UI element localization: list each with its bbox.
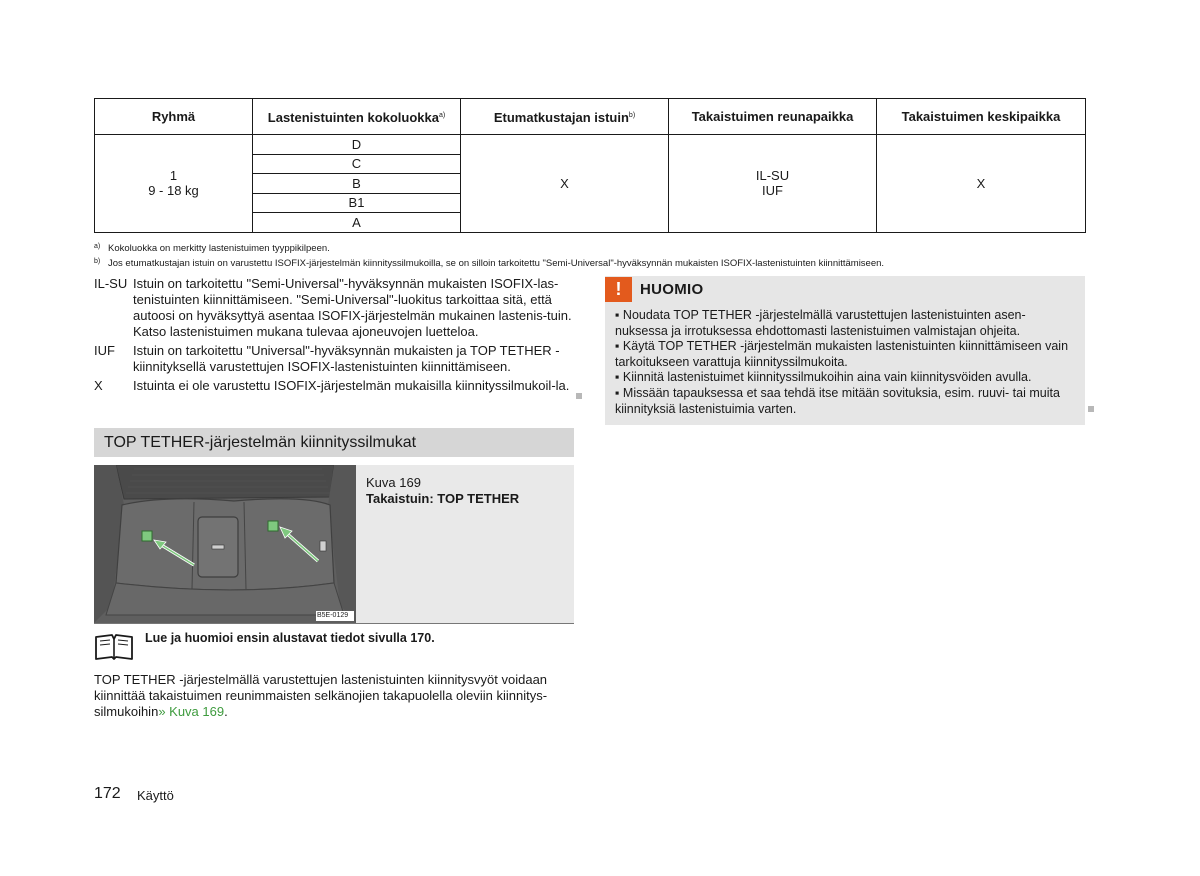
- header-rear-middle: Takaistuimen keskipaikka: [877, 99, 1086, 135]
- warning-item: ▪ Kiinnitä lastenistuimet kiinnityssilmukoihin aina vain kiinnitysvöiden avulla.: [615, 370, 1032, 385]
- footnote-mark: b): [94, 258, 101, 265]
- header-size-class: Lastenistuinten kokoluokka$^{a)}$: [253, 99, 461, 135]
- definition-text: Istuin on tarkoitettu "Semi-Universal"-hyväksynnän mukaisten ISOFIX-las-tenistuinten kiinnittämiseen. "Semi-Universal"-luokitus tarkoittaa sitä, että autoosi on hyväksyttyä asentaa ISOFIX-järjestelmän mukainen lastenis-tuin. Katso lastenistuimen mukana tulevaa ajoneuvojen luetteloa.: [133, 276, 572, 339]
- figure-link[interactable]: » Kuva 169: [158, 704, 225, 719]
- table-row: [95, 135, 1086, 155]
- section-end-marker: [576, 393, 582, 399]
- definition-text: Istuin on tarkoitettu "Universal"-hyväksynnän mukaisten ja TOP TETHER -kiinnityksellä varustettujen ISOFIX-lastenistuinten kiinnittämiseen.: [133, 343, 560, 374]
- cell-rear-outer: [669, 135, 877, 233]
- warning-item: ▪ Käytä TOP TETHER -järjestelmän mukaisten lastenistuinten kiinnittämiseen vain tarkoitukseen varattuja kiinnityssilmukoita.: [615, 339, 1069, 369]
- paragraph-tail: .: [224, 704, 228, 719]
- page-number: 172: [94, 785, 121, 802]
- trunk-illustration: [94, 465, 356, 623]
- figure-box: [94, 465, 574, 624]
- rear-outer-line2: IUF: [762, 183, 783, 199]
- rear-outer-line1: IL-SU: [755, 168, 790, 184]
- definition-term: IUF: [94, 343, 115, 358]
- cell-size: B: [253, 174, 461, 194]
- warning-box: [605, 276, 1085, 425]
- table-header-row: [95, 99, 1086, 135]
- footer-section-name: Käyttö: [137, 788, 174, 803]
- group-number: 1: [169, 168, 178, 184]
- definition-item: [94, 276, 574, 340]
- bullet-icon: ▪: [615, 370, 620, 385]
- cell-size: C: [253, 154, 461, 174]
- definition-list: [94, 276, 574, 397]
- definition-item: [94, 343, 574, 375]
- cell-front-seat: X: [461, 135, 669, 233]
- definition-term: IL-SU: [94, 276, 128, 291]
- definition-term: X: [94, 378, 103, 393]
- cell-size: B1: [253, 193, 461, 213]
- figure-title: Takaistuin: TOP TETHER: [366, 491, 520, 506]
- bullet-icon: ▪: [615, 339, 620, 354]
- section-end-marker: [1088, 406, 1094, 412]
- warning-icon: !: [605, 277, 632, 302]
- paragraph-text: TOP TETHER -järjestelmällä varustettujen lastenistuinten kiinnitysvyöt voidaan kiinnittää takaistuimen reunimmaisten selkänojien takapuolella oleviin kiinnitys-silmukoihin: [94, 672, 548, 719]
- header-group: Ryhmä: [95, 99, 253, 135]
- bullet-icon: ▪: [615, 308, 620, 322]
- header-front-seat: Etumatkustajan istuin$^{b)}$: [461, 99, 669, 135]
- table-footnotes: [94, 241, 1094, 271]
- footnote-text: Jos etumatkustajan istuin on varustettu ISOFIX-järjestelmän kiinnityssilmukoilla, se on silloin tarkoitettu "Semi-Universal"-hyväksynnän mukaisten ISOFIX-lastenistuinten kiinnittämiseen.: [108, 258, 885, 269]
- section-heading: TOP TETHER-järjestelmän kiinnityssilmukat: [94, 428, 574, 457]
- group-weight: 9 - 18 kg: [148, 183, 199, 199]
- book-icon: [94, 633, 134, 661]
- warning-list: [615, 308, 1075, 417]
- cell-size: D: [253, 135, 461, 155]
- cell-size: A: [253, 213, 461, 233]
- footnote: [94, 241, 1094, 256]
- warning-title: HUOMIO: [640, 280, 704, 298]
- isofix-table: [94, 98, 1086, 233]
- footnote: [94, 256, 1094, 271]
- bullet-icon: ▪: [615, 385, 620, 400]
- header-rear-outer: Takaistuimen reunapaikka: [669, 99, 877, 135]
- definition-text: Istuinta ei ole varustettu ISOFIX-järjestelmän mukaisilla kiinnityssilmukoil-la.: [133, 378, 570, 393]
- note-text: Lue ja huomioi ensin alustavat tiedot sivulla 170.: [145, 631, 435, 645]
- definition-item: [94, 378, 574, 394]
- figure-code: B5E-0129: [317, 612, 349, 619]
- footnote-text: Kokoluokka on merkitty lastenistuimen tyyppikilpeen.: [108, 243, 330, 254]
- warning-item: ▪ Noudata TOP TETHER -järjestelmällä varustettujen lastenistuinten asen-nuksessa ja irrotuksessa ehdottomasti lastenistuimen valmistajan ohjeita.: [615, 308, 1026, 338]
- footnote-ref-a: a): [438, 112, 446, 119]
- figure-caption: [366, 475, 519, 507]
- warning-header: [605, 276, 703, 302]
- cell-group: [95, 135, 253, 233]
- footnote-mark: a): [94, 243, 101, 250]
- body-paragraph: [94, 672, 574, 720]
- warning-item: ▪ Missään tapauksessa et saa tehdä itse mitään sovituksia, esim. ruuvi- tai muita kiinnityksiä lastenistuimia varten.: [615, 385, 1060, 416]
- cell-rear-middle: X: [877, 135, 1086, 233]
- footnote-ref-b: b): [628, 112, 636, 119]
- figure-label: Kuva 169: [366, 475, 421, 490]
